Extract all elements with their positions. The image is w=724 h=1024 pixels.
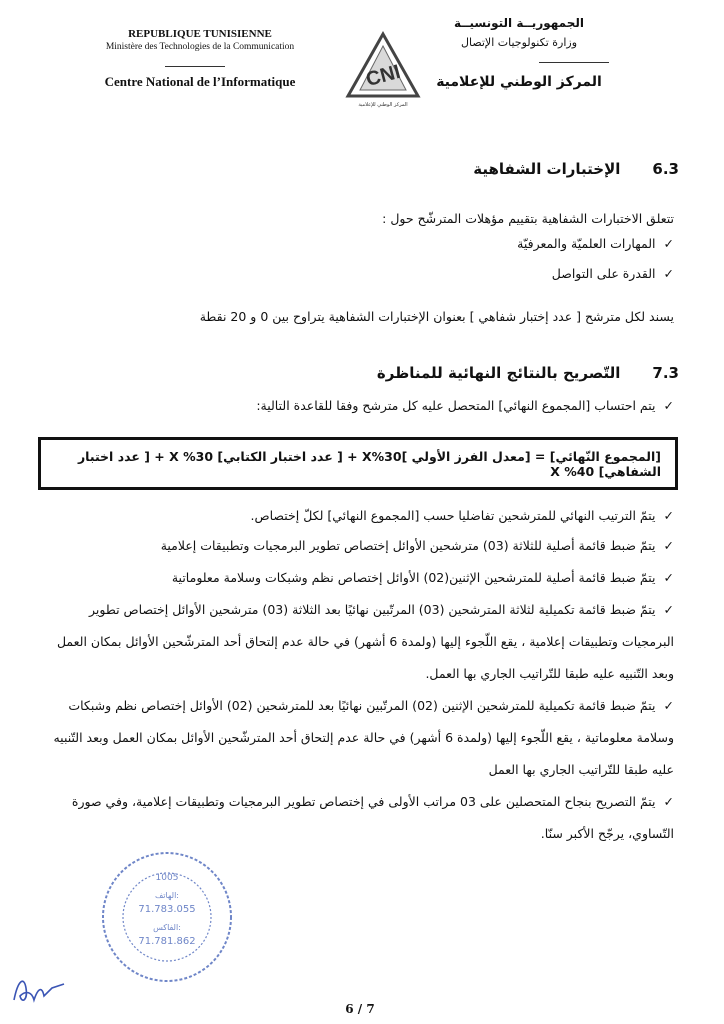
list-item: ✓القدرة على التواصل bbox=[34, 258, 674, 290]
page-number: 6 / 7 bbox=[345, 1002, 375, 1016]
checkmark-icon: ✓ bbox=[663, 538, 674, 553]
header-republic: REPUBLIQUE TUNISIENNE bbox=[128, 28, 272, 40]
svg-text:1005: 1005 bbox=[155, 873, 179, 883]
header-ministry-ar: وزارة تكنولوجيات الإتصال bbox=[460, 36, 578, 49]
formula-box bbox=[38, 437, 678, 490]
checkmark-icon: ✓ bbox=[663, 508, 674, 523]
list-item: ✓يتم احتساب [المجموع النهائي] المتحصل عليه كل مترشح وفقا للقاعدة التالية: bbox=[34, 390, 674, 422]
list-item: ✓يتمّ ضبط قائمة أصلية للمترشحين الإثنين(02) الأوائل إختصاص نظم وشبكات وسلامة معلوماتية bbox=[34, 562, 674, 594]
svg-text:CNI: CNI bbox=[363, 60, 403, 92]
section-73-heading bbox=[119, 364, 679, 382]
svg-text:الفاكس:: الفاكس: bbox=[153, 923, 181, 932]
section-63-title: الإختبارات الشفاهية bbox=[473, 160, 621, 178]
checkmark-icon: ✓ bbox=[663, 602, 674, 617]
list-item: ✓يتمّ ضبط قائمة أصلية للثلاثة (03) مترشحين الأوائل إختصاص تطوير البرمجيات وتطبيقات إعلامية bbox=[34, 530, 674, 562]
checkmark-icon: ✓ bbox=[663, 236, 674, 251]
checkmark-icon: ✓ bbox=[663, 794, 674, 809]
svg-text:المركز الوطني للإعلامية: المركز الوطني للإعلامية bbox=[358, 102, 408, 108]
list-item: ✓يتمّ ضبط قائمة تكميلية للمترشحين الإثنين (02) المرتّبين نهائيًا بعد للمترشحين (02) الأوائل إختصاص نظم وشبكات وسلامة معلوماتية ، يقع اللّجوء إليها (ولمدة 6 أشهر) في حالة عدم إلتحاق أحد المترشّحين الأوائل بمكان العمل وبعد التّنبيه عليه طبقا للتّراتيب الجاري بها العمل bbox=[34, 690, 674, 786]
checkmark-icon: ✓ bbox=[663, 570, 674, 585]
section-63-intro: تتعلق الاختبارات الشفاهية بتقييم مؤهلات المترشّح حول : bbox=[382, 211, 674, 226]
svg-text:71.783.055: 71.783.055 bbox=[138, 904, 196, 915]
final-score-formula: [المجموع النّهائي] = [معدل الفرز الأولي ]X%30 + [ عدد اختبار الكتابي] X %30 + [ عدد اختبار الشفاهي] X %40 bbox=[77, 449, 661, 479]
svg-text:الهاتف:: الهاتف: bbox=[155, 891, 179, 900]
checkmark-icon: ✓ bbox=[663, 266, 674, 281]
svg-text:71.781.862: 71.781.862 bbox=[138, 936, 196, 947]
header-republic-ar: الجمهوريــة التونسيــة bbox=[454, 16, 584, 30]
section-73-number: 7.3 bbox=[652, 364, 679, 382]
header-center-name: Centre National de l’Informatique bbox=[104, 74, 296, 89]
header-divider-left bbox=[165, 66, 225, 67]
official-stamp bbox=[100, 850, 235, 985]
header-ministry: Ministère des Technologies de la Communication bbox=[105, 42, 295, 52]
checkmark-icon: ✓ bbox=[663, 398, 674, 413]
list-item: ✓يتمّ ضبط قائمة تكميلية لثلاثة المترشحين (03) المرتّبين نهائيًا بعد الثلاثة (03) مترشحين الأوائل إختصاص تطوير البرمجيات وتطبيقات إعلامية ، يقع اللّجوء إليها (ولمدة 6 أشهر) في حالة عدم إلتحاق أحد المترشّحين الأوائل بمكان العمل وبعد التّنبيه عليه طبقا للتّراتيب الجاري بها العمل. bbox=[34, 594, 674, 690]
header-divider-right bbox=[539, 62, 609, 63]
list-item: ✓يتمّ التصريح بنجاح المتحصلين على 03 مراتب الأولى في إختصاص تطوير البرمجيات وتطبيقات إعلامية، وفي صورة التّساوي، يرجّح الأكبر سنّا. bbox=[34, 786, 674, 850]
section-63-number: 6.3 bbox=[652, 160, 679, 178]
section-73-title: التّصريح بالنتائج النهائية للمناظرة bbox=[376, 364, 621, 382]
list-item: ✓المهارات العلميّة والمعرفيّة bbox=[34, 228, 674, 260]
list-item: ✓يتمّ الترتيب النهائي للمترشحين تفاضليا حسب [المجموع النهائي] لكلّ إختصاص. bbox=[34, 500, 674, 532]
checkmark-icon: ✓ bbox=[663, 698, 674, 713]
section-63-heading bbox=[119, 160, 679, 178]
header-center-name-ar: المركز الوطني للإعلامية bbox=[436, 74, 602, 90]
oral-score-note: يسند لكل مترشح [ عدد إختبار شفاهي ] بعنوان الإختبارات الشفاهية يتراوح بين 0 و 20 نقطة bbox=[199, 309, 674, 324]
signature bbox=[8, 970, 68, 1010]
